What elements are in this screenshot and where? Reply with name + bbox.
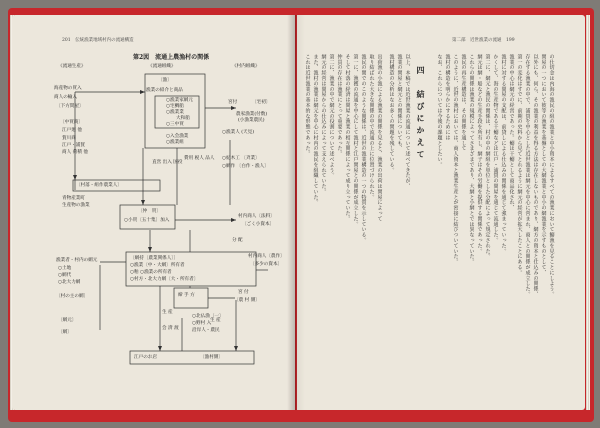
text-column: 以外にも、何ら、その漁業の利益を得る方法は存在しないものであり、網方の資本と仕込みの関係、 — [532, 54, 539, 297]
diagram-label: 分 配 — [232, 238, 243, 243]
diagram-label: 商人 荷積 他 — [62, 150, 88, 155]
arrow-head — [231, 106, 236, 110]
text-column: また、漁村の漁業は網元を中心に村内の漁民を組織していた。 — [312, 54, 319, 206]
text-column: このように、近世の漁村においては、商人資本と漁業生産とが密接に結びついていた。 — [452, 54, 459, 265]
diagram-label: 〔村の主の網〕 — [56, 294, 89, 299]
diagram-label: ○小買〔五十集〕加入 — [124, 218, 170, 223]
diagram-label: ○網代 — [58, 273, 72, 278]
diagram-label: ○三中買 — [166, 122, 184, 127]
text-column: 仲買の存在は漁業にとって重要であった。 — [336, 54, 343, 157]
diagram-label: 商人の輸入 — [54, 95, 77, 100]
diagram-label: ○入会漁業 — [166, 134, 189, 139]
diagram-label: 《村内組織》 — [232, 64, 260, 69]
diagram-label: 海産物の買入 — [54, 86, 82, 91]
diagram-label: 賀川商 — [62, 136, 76, 141]
text-column: 漁民の間でのこのような関係は、近世の漁業構造の一つの特質を示している。 — [360, 54, 367, 243]
text-column: 網元の経営は問屋からの仕込みによって支えられていた。 — [320, 54, 327, 195]
diagram-label: ○野村 入 — [192, 321, 212, 326]
diagram-label: 〔農 村 側〕 — [234, 298, 260, 303]
text-column: これらの関係は漁業の規模によってさまざまであり、大網と小網とでは異なっていた。 — [468, 54, 475, 265]
diagram-label: 宮付 — [228, 100, 238, 105]
diagram-label: 〔宅初〕 — [252, 100, 271, 105]
diagram-label: ○宅鯛船 — [166, 104, 184, 109]
diagram-label: ○紀木工 〔斉業〕 — [222, 156, 260, 161]
text-column: 取り結ばれた大きな関係の中で流通の上に位置づけられた。 — [368, 54, 375, 200]
diagram-label: 〔網〕 — [58, 330, 72, 335]
diagram-label: ○土地 — [58, 266, 72, 271]
text-column: かくして、海の生産物である干鰯などは江戸・浦賀の問屋を通じて流通した。 — [492, 54, 499, 243]
section-heading: 四 結びにかえて — [416, 66, 426, 162]
diagram-label: 直営 出入 国役 — [152, 160, 183, 165]
arrow-head — [141, 200, 145, 205]
diagram-label: 締 手 方 — [178, 293, 195, 298]
diagram-label: ○漁業業 — [166, 110, 184, 115]
diagram-label: 江戸・浦賀 — [62, 143, 85, 148]
diagram-label: 〔村落・組作農業人〕 — [76, 183, 122, 188]
text-column: これは近世漁業の基本的な形態であった。 — [304, 54, 311, 157]
text-column: 漁民の再生産構造は、その関係を通して — [460, 54, 467, 152]
diagram-label: 生 産 — [162, 310, 173, 315]
diagram-label: ○村方・北大力網〔大・所有者〕 — [130, 277, 199, 282]
text-column: 第二に、漁業の中で網元の役割について述べよう。 — [328, 54, 335, 179]
text-column: 存在する漁業の中で、浦賀を中心とした近世漁業は網元を中心に営まれ、商人との関係が成立した。 — [524, 54, 531, 297]
diagram-label: 農家漁業(付数) — [236, 112, 268, 117]
text-column: なお、これらについては今後の課題としたい。 — [436, 54, 443, 168]
diagram-label: ○北仏漁〔一〕 — [192, 314, 224, 319]
diagram-label: 〔漁村側〕 — [200, 355, 223, 360]
diagram-label: ○漁業人 (天見) — [222, 130, 255, 135]
diagram-label: 〔下方問屋〕 — [56, 104, 84, 109]
diagram-label: 江戸廻 他 — [62, 128, 82, 133]
text-column: 第一の変化はすでに、前期の史料から見てとれるように網元の経営が拡大したことにある。 — [516, 54, 523, 276]
diagram-label: 《流通組織》 — [148, 64, 176, 69]
text-column: 問屋の一つにおいて彼等の漁業を基盤としての大網漁業と中小の網漁業を示すものとして、 — [540, 54, 547, 276]
arrow-head — [231, 218, 236, 222]
box-handler — [174, 288, 208, 308]
text-column: 出荷漁の小漁による漁業の関係を見ると、漁業の出荷は問屋によって — [376, 54, 383, 222]
text-column: 漁村構造の分析はなお多くの問題を残している。 — [388, 54, 395, 173]
diagram-label: (小漁業農民) — [238, 118, 265, 123]
diagram-label: 江戸のお店 — [134, 355, 157, 360]
diagram-label: 大和船 — [176, 116, 190, 121]
figure-title: 第2図 流通上農漁村の関係 — [133, 54, 210, 61]
diagram-label: 〔多少の資本〕 — [250, 262, 283, 267]
text-column: 以上、本稿では近世漁業の流通について述べてきたが、 — [404, 54, 411, 189]
left-running-head: 201 伝統漁業地域村内の流通構造 — [62, 38, 134, 43]
text-column: の仕切金は内海の漁民の組の漁業と中小資本によるすべての漁業において鰯漁を見ることにしよう。 — [548, 54, 555, 297]
text-column: 漁村に対する問屋の支配は、前貸しによる仕込みの関係を通じて強まっていった。 — [500, 54, 507, 254]
diagram-label: 生 産 — [210, 318, 221, 323]
diagram-label: 村内商人〔農作〕 — [248, 254, 285, 259]
diagram-label: 《流通生産》 — [58, 64, 86, 69]
text-column: 漁業の問屋と網元との関係についても、 — [396, 54, 403, 152]
diagram-label: ○粕 ○漁業の所有者 — [130, 270, 172, 275]
diagram-label: 宮 付 — [238, 290, 249, 295]
diagram-label: ○漁業〔中・大網〕所有者 — [130, 263, 185, 268]
arrow-head — [234, 346, 238, 351]
diagram-label: ○北大力網 — [58, 280, 81, 285]
arrow-head — [148, 247, 152, 252]
diagram-label: 〔仲 買〕 — [138, 209, 161, 214]
diagram-label: ○網作 〔白作・漁人〕 — [222, 164, 269, 169]
text-column: 漁村の構造を明らかにするためには — [444, 54, 451, 141]
right-running-head: 第二部 近世漁業の流通 199 — [452, 38, 515, 43]
arrow-head — [73, 175, 77, 180]
arrow-head — [158, 346, 162, 351]
text-column: 第二に、網元と漁民の関係は、村の中の網組を単位とした分配によって規定された。 — [484, 54, 491, 260]
diagram-label: 生産物の漁業 — [62, 203, 90, 208]
arrow-head — [140, 90, 145, 94]
diagram-label: 〔ごく小資本〕 — [242, 222, 275, 227]
diagram-label: 漁業の紹介と商品 — [146, 88, 183, 93]
diagram-label: 沿岸人・農民 — [192, 328, 220, 333]
text-column: 第一に、漁獲の流通を中心にして漁村と江戸問屋との関係が成立した。 — [352, 54, 359, 227]
diagram-label: 会 済 渡 — [162, 326, 179, 331]
text-column: 網元は網・船などの生産手段を所有し、網子はその労働を提供する関係であった。 — [476, 54, 483, 254]
diagram-label: 費用 税人 品人 — [184, 156, 215, 161]
text-column: そして村落の経済は問屋と漁業の相互関係によって成り立っていた。 — [344, 54, 351, 222]
diagram-label: 〔網元〕 — [58, 318, 77, 323]
diagram-label: 漁業者・村内の網元 — [56, 258, 98, 263]
diagram-label: 〔漁〕 — [158, 78, 172, 83]
diagram-label: ○漁業家網元 — [166, 98, 193, 103]
text-column: 漁業の中心は網元の経営であった。鰯は干鰯として商品化され、 — [508, 54, 515, 211]
diagram-label: ○漁業組 — [166, 140, 184, 145]
diagram-label: 〔網持〔農業関係人〕〕 — [130, 256, 179, 261]
diagram-label: 〔中買商〕 — [60, 120, 83, 125]
diagram-label: 村内商人〔法料〕 — [238, 214, 275, 219]
diagram-label: 青物産業町 — [62, 196, 85, 201]
